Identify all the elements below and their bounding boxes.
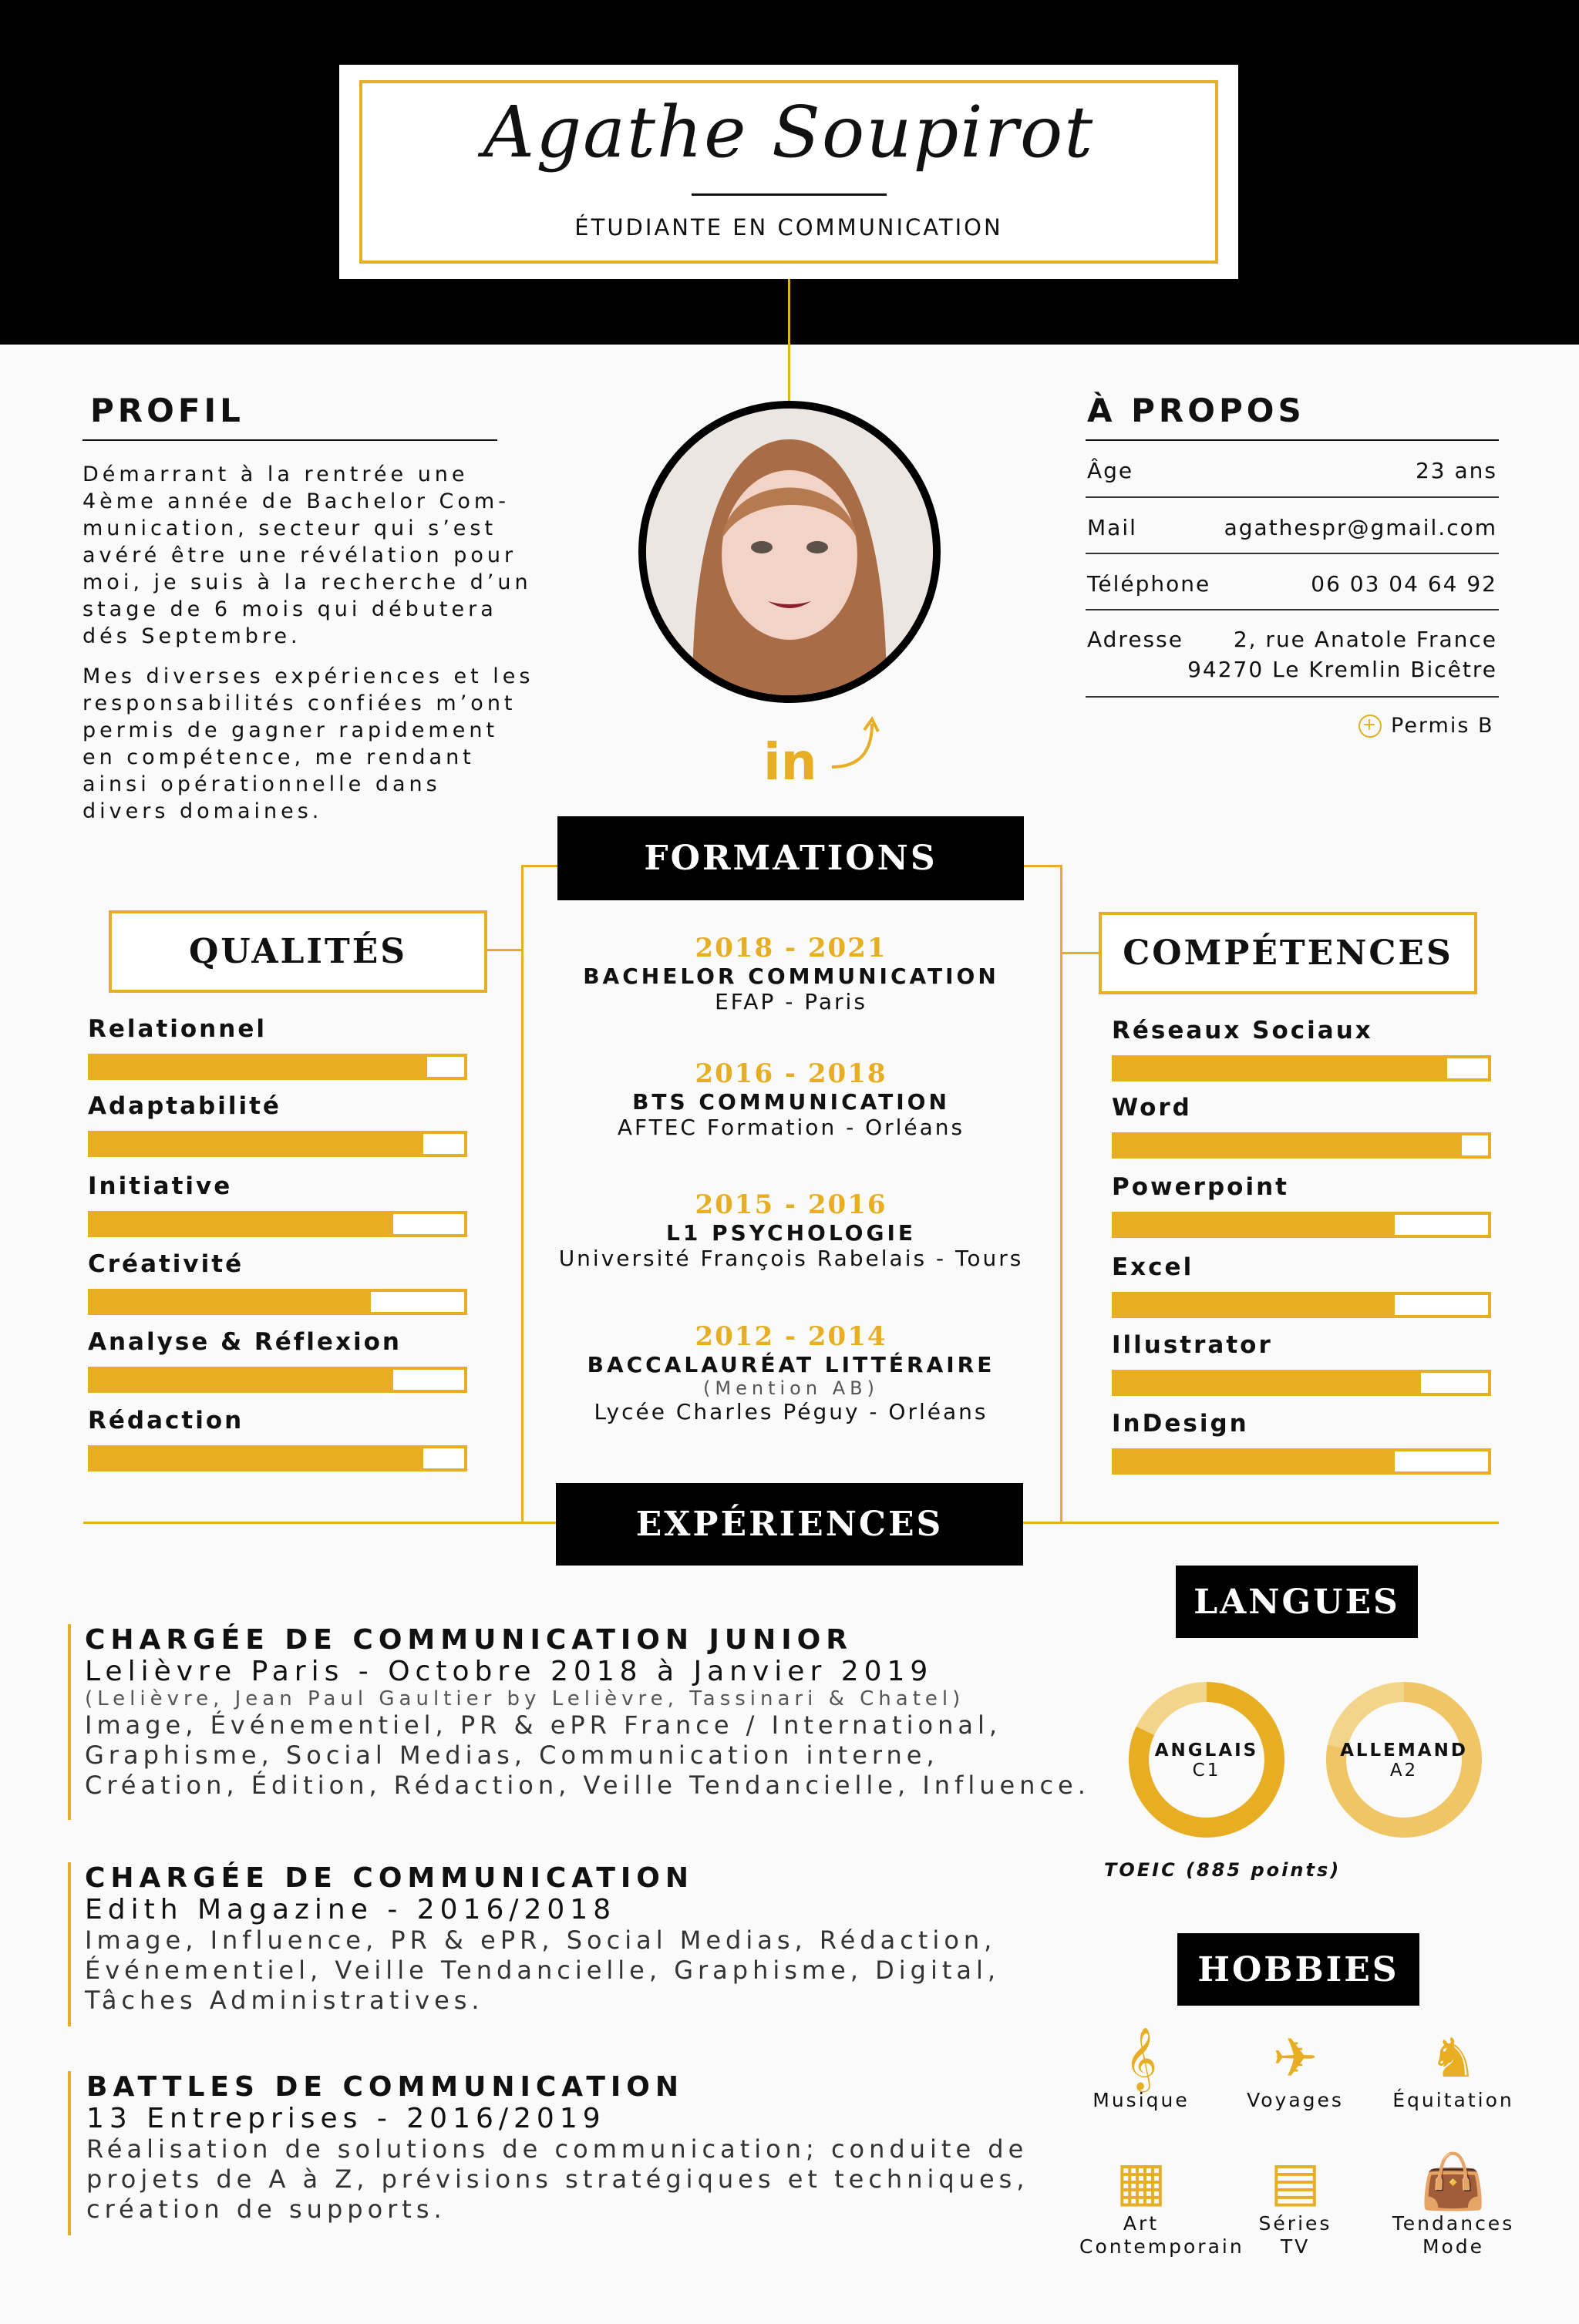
qualites-list <box>88 1015 467 1484</box>
hobby-item: 👜 Tendances Mode <box>1388 2151 1519 2258</box>
experience-accent-bar <box>68 2071 71 2235</box>
skill-level-fill <box>1115 1135 1462 1155</box>
skill-item: Adaptabilité <box>88 1092 467 1172</box>
about-divider <box>1086 496 1499 498</box>
skill-item: Illustrator <box>1112 1331 1491 1410</box>
experience-item: BATTLES DE COMMUNICATION 13 Entreprises - 2016/2019 Réalisation de solutions de communication; conduite de projets de A à Z, prévisions stratégiques et techniques, création de supports. <box>86 2071 1029 2224</box>
film-strip-icon: ▤ <box>1269 2150 1321 2213</box>
experience-accent-bar <box>68 1624 71 1820</box>
about-address-row: Adresse 2, rue Anatole France <box>1087 627 1497 652</box>
apropos-rule <box>1086 439 1499 441</box>
skill-level-fill <box>91 1057 427 1077</box>
hobby-item: 𝄞 Musique <box>1079 2027 1203 2112</box>
skill-level-fill <box>91 1448 423 1468</box>
job-subtitle: ÉTUDIANTE EN COMMUNICATION <box>574 214 1003 240</box>
art-frame-icon: ▦ <box>1115 2150 1167 2213</box>
about-divider <box>1086 609 1499 610</box>
skill-level-fill <box>91 1214 393 1234</box>
competences-title: COMPÉTENCES <box>1099 912 1477 994</box>
handbag-icon: 👜 <box>1419 2150 1487 2213</box>
qualites-connector <box>487 949 521 951</box>
skill-item: Rédaction <box>88 1407 467 1484</box>
qualites-title: QUALITÉS <box>109 910 487 993</box>
competences-list <box>1112 1017 1491 1487</box>
hobby-item: ♞ Équitation <box>1388 2027 1519 2112</box>
skill-item: Initiative <box>88 1172 467 1250</box>
skill-level-fill <box>91 1134 423 1154</box>
formations-frame-line <box>521 865 524 1524</box>
airplane-icon: ✈ <box>1272 2026 1318 2090</box>
profil-paragraph-2: Mes diverses expériences et les responsabilités confiées m’ont permis de gagner rapidement en compétence, me rendant ainsi opérationnelle dans divers domaines. <box>82 664 534 823</box>
hobbies-title: HOBBIES <box>1177 1933 1419 2006</box>
about-address-line2: 94270 Le Kremlin Bicêtre <box>1187 657 1497 682</box>
skill-item: Créativité <box>88 1250 467 1328</box>
toeic-score: TOEIC (885 points) <box>1104 1859 1342 1881</box>
connector-line <box>788 279 790 402</box>
curved-arrow-icon <box>829 713 883 775</box>
about-mail-row: Mail agathespr@gmail.com <box>1087 515 1497 540</box>
skill-item: Relationnel <box>88 1015 467 1092</box>
about-age-row: Âge 23 ans <box>1087 458 1497 483</box>
formations-frame-line <box>1060 865 1062 1524</box>
skill-level-fill <box>1115 1058 1447 1078</box>
profil-paragraph-1: Démarrant à la rentrée une 4ème année de Bachelor Com- munication, secteur qui s’est avéré être une révélation pour moi, je suis à la recherche d’un stage de 6 mois qui débutera dés Septembre. <box>82 462 532 648</box>
about-phone-row: Téléphone 06 03 04 64 92 <box>1087 571 1497 597</box>
formations-frame-line <box>1024 865 1060 867</box>
linkedin-icon[interactable]: in <box>763 732 817 792</box>
experiences-title: EXPÉRIENCES <box>556 1483 1023 1566</box>
skill-level-fill <box>1115 1451 1395 1471</box>
skill-item: Word <box>1112 1094 1491 1173</box>
skill-level-fill <box>1115 1215 1395 1235</box>
apropos-title: À PROPOS <box>1087 392 1305 429</box>
langues-title: LANGUES <box>1176 1566 1418 1638</box>
skill-item: Powerpoint <box>1112 1173 1491 1253</box>
experience-accent-bar <box>68 1862 71 2026</box>
formation-item: 2015 - 2016 L1 PSYCHOLOGIE Université François Rabelais - Tours <box>558 1189 1024 1271</box>
experience-item: CHARGÉE DE COMMUNICATION Edith Magazine - 2016/2018 Image, Influence, PR & ePR, Social Medias, Rédaction, Événementiel, Veille Tendancielle, Graphisme, Digital, Tâches Administratives. <box>85 1862 1001 2015</box>
hobby-item: ▤ Séries TV <box>1226 2151 1365 2258</box>
about-divider <box>1086 553 1499 554</box>
skill-level-fill <box>1115 1373 1421 1393</box>
language-ring: ALLEMAND A2 <box>1325 1680 1483 1839</box>
formation-item: 2016 - 2018 BTS COMMUNICATION AFTEC Formation - Orléans <box>617 1058 965 1140</box>
hobby-item: ✈ Voyages <box>1226 2027 1365 2112</box>
skill-item: Analyse & Réflexion <box>88 1328 467 1407</box>
skill-item: Réseaux Sociaux <box>1112 1017 1491 1094</box>
language-ring: ANGLAIS C1 <box>1127 1680 1286 1839</box>
experience-item: CHARGÉE DE COMMUNICATION JUNIOR Lelièvre Paris - Octobre 2018 à Janvier 2019 (Lelièvre, Jean Paul Gaultier by Lelièvre, Tassinari & Chatel) Image, Événementiel, PR & ePR France / International, Graphisme, Social Medias, Communication interne, Création, Édition, Rédaction, Veille Tendancielle, Influence. <box>85 1624 1090 1800</box>
email-link[interactable]: agathespr@gmail.com <box>1224 515 1497 540</box>
permis-badge: + Permis B <box>1358 714 1494 738</box>
portrait-illustration <box>646 409 933 695</box>
music-note-icon: 𝄞 <box>1125 2026 1157 2090</box>
hobbies-grid <box>1079 2026 1515 2282</box>
competences-connector <box>1060 952 1099 954</box>
skill-item: InDesign <box>1112 1410 1491 1487</box>
plus-circle-icon: + <box>1358 715 1382 738</box>
formations-frame-line <box>521 865 557 867</box>
skill-level-fill <box>91 1292 371 1312</box>
formation-item: 2018 - 2021 BACHELOR COMMUNICATION EFAP - Paris <box>583 933 999 1014</box>
skill-item: Excel <box>1112 1253 1491 1331</box>
formation-item: 2012 - 2014 BACCALAURÉAT LITTÉRAIRE (Mention AB) Lycée Charles Péguy - Orléans <box>587 1321 995 1424</box>
formations-title: FORMATIONS <box>557 816 1024 900</box>
profile-photo <box>638 401 941 703</box>
skill-level-fill <box>1115 1295 1395 1315</box>
about-divider <box>1086 696 1499 698</box>
horse-head-icon: ♞ <box>1429 2026 1478 2090</box>
profil-title: PROFIL <box>90 392 244 429</box>
hobby-item: ▦ Art Contemporain <box>1079 2150 1244 2258</box>
profil-rule <box>82 439 497 441</box>
skill-level-fill <box>91 1370 393 1390</box>
person-name: Agathe Soupirot <box>483 91 1095 173</box>
name-underline <box>692 193 887 196</box>
